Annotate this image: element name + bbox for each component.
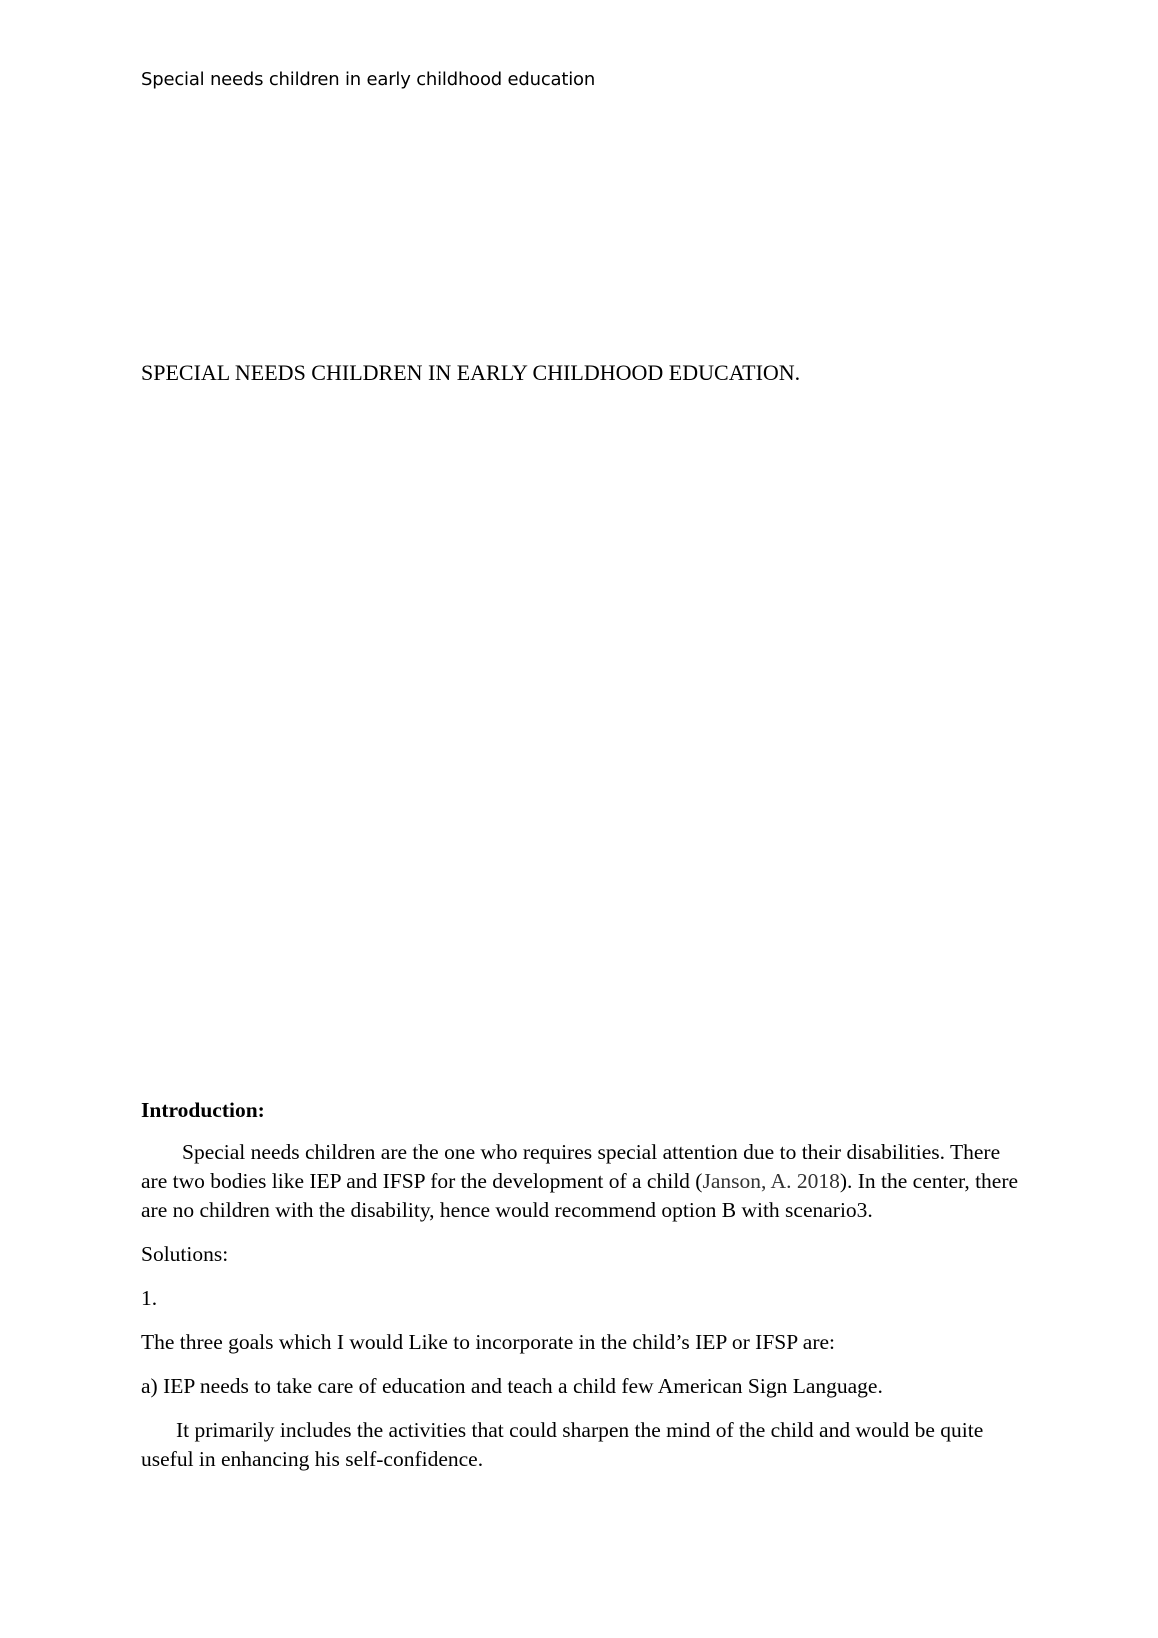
section-heading-introduction: Introduction: — [141, 1098, 265, 1122]
document-title: SPECIAL NEEDS CHILDREN IN EARLY CHILDHOOD EDUCATION. — [141, 360, 801, 385]
citation: Janson, A. 2018 — [702, 1169, 840, 1193]
goals-intro-paragraph: The three goals which I would Like to incorporate in the child’s IEP or IFSP are: — [141, 1330, 836, 1354]
goal-a-detail-paragraph: It primarily includes the activities that could sharpen the mind of the child and would be quite useful in enhancing his self-confidence. — [141, 1418, 984, 1471]
goal-a-paragraph: a) IEP needs to take care of education and teach a child few American Sign Language. — [141, 1374, 883, 1398]
document-body — [141, 1096, 1021, 1489]
intro-text-after-citation: ). In the center, there are no children with the disability, hence would recommend option B with scenario3. — [141, 1169, 1019, 1222]
intro-text-before-citation: Special needs children are the one who requires special attention due to their disabilities. There are two bodies like IEP and IFSP for the development of a child ( — [141, 1140, 1001, 1193]
running-header: Special needs children in early childhood education — [141, 69, 596, 90]
list-item-number: 1. — [141, 1286, 158, 1310]
solutions-label: Solutions: — [141, 1242, 229, 1266]
intro-paragraph — [141, 1138, 1021, 1225]
